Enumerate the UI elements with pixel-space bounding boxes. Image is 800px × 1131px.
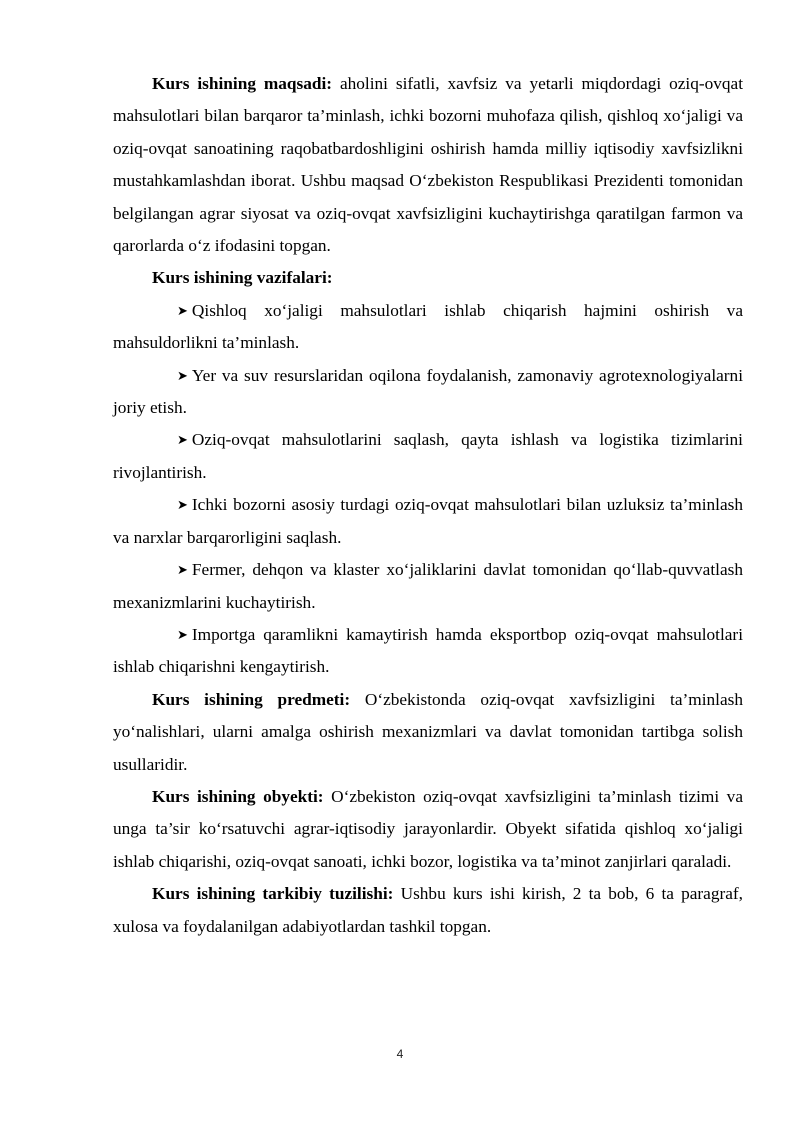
subject-label: Kurs ishining predmeti: <box>152 689 351 709</box>
arrow-bullet-icon: ➤ <box>177 367 188 383</box>
task-text: Importga qaramlikni kamaytirish hamda eksportbop oziq-ovqat mahsulotlari ishlab chiqarishni kengaytirish. <box>113 624 743 677</box>
task-text: Oziq-ovqat mahsulotlarini saqlash, qayta ishlash va logistika tizimlarini rivojlantirish. <box>113 430 743 482</box>
goal-paragraph <box>113 68 743 262</box>
object-text: O‘zbekiston oziq-ovqat xavfsizligini ta’minlash tizimi va unga ta’sir ko‘rsatuvchi agrar-iqtisodiy jarayonlardir. Obyekt sifatida qishloq xo‘jaligi ishlab chiqarishi, oziq-ovqat sanoati, ichki bozor, logistika va ta’minot zanjirlari qaraladi. <box>113 786 743 871</box>
task-text: Ichki bozorni asosiy turdagi oziq-ovqat mahsulotlari bilan uzluksiz ta’minlash va narxlar barqarorligini saqlash. <box>113 495 743 547</box>
object-paragraph <box>113 781 743 878</box>
arrow-bullet-icon: ➤ <box>177 562 188 578</box>
structure-label: Kurs ishining tarkibiy tuzilishi: <box>152 884 394 904</box>
task-text: Yer va suv resurslaridan oqilona foydalanish, zamonaviy agrotexnologiyalarni joriy etish. <box>113 365 743 418</box>
arrow-bullet-icon: ➤ <box>177 497 188 513</box>
structure-text: Ushbu kurs ishi kirish, 2 ta bob, 6 ta paragraf, xulosa va foydalanilgan adabiyotlardan tashkil topgan. <box>113 884 743 936</box>
object-label: Kurs ishining obyekti: <box>152 786 324 806</box>
task-item <box>113 360 743 425</box>
arrow-bullet-icon: ➤ <box>177 302 188 318</box>
tasks-heading-line <box>113 262 743 294</box>
task-item <box>113 489 743 554</box>
goal-text: aholini sifatli, xavfsiz va yetarli miqdordagi oziq-ovqat mahsulotlari bilan barqaror ta’minlash, ichki bozorni muhofaza qilish, qishloq xo‘jaligi va oziq-ovqat sanoatining raqobatbardoshligini oshirish hamda milliy iqtisodiy xavfsizlikni mustahkamlashdan iborat. Ushbu maqsad O‘zbekiston Respublikasi Prezidenti tomonidan belgilangan agrar siyosat va oziq-ovqat xavfsizligini kuchaytirishga qaratilgan farmon va qarorlarda o‘z ifodasini topgan. <box>113 74 743 256</box>
task-item <box>113 424 743 489</box>
page-number: 4 <box>396 1047 404 1061</box>
document-body <box>113 68 743 943</box>
subject-paragraph <box>113 684 743 781</box>
arrow-bullet-icon: ➤ <box>177 432 188 448</box>
task-item <box>113 619 743 684</box>
task-item <box>113 295 743 360</box>
arrow-bullet-icon: ➤ <box>177 626 188 642</box>
tasks-heading: Kurs ishining vazifalari: <box>152 268 333 288</box>
task-item <box>113 554 743 619</box>
goal-label: Kurs ishining maqsadi: <box>152 74 333 93</box>
subject-text: O‘zbekistonda oziq-ovqat xavfsizligini ta’minlash yo‘nalishlari, ularni amalga oshirish mexanizmlari va davlat tomonidan tartibga solish usullaridir. <box>113 689 744 774</box>
structure-paragraph <box>113 878 743 943</box>
task-text: Fermer, dehqon va klaster xo‘jaliklarini davlat tomonidan qo‘llab-quvvatlash mexanizmlarini kuchaytirish. <box>113 560 743 612</box>
task-text: Qishloq xo‘jaligi mahsulotlari ishlab chiqarish hajmini oshirish va mahsuldorlikni ta’minlash. <box>113 300 743 353</box>
